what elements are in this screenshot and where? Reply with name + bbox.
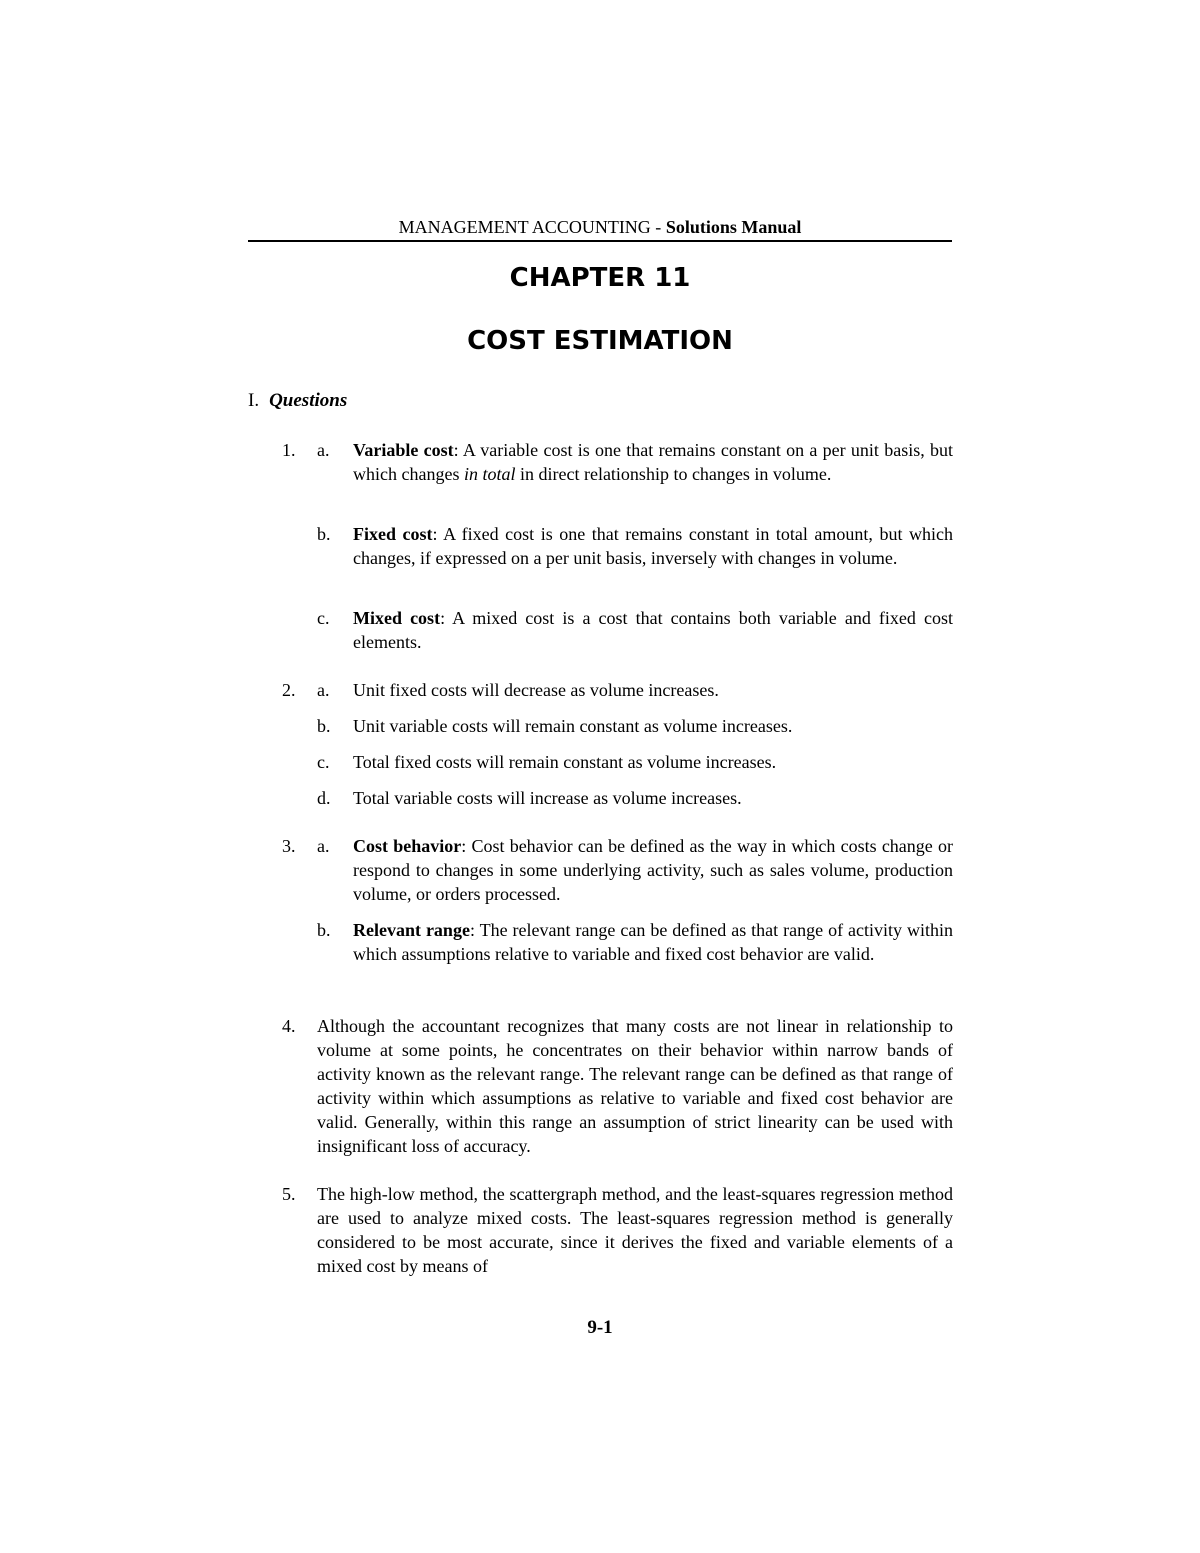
section-label: Questions [269, 390, 348, 411]
q2d-text: Total variable costs will increase as volume increases. [353, 788, 742, 808]
q1a-tail: in direct relationship to changes in volume. [515, 464, 832, 484]
q1c-body: : A mixed cost is a cost that contains both variable and fixed cost elements. [353, 608, 953, 652]
q2b-text: Unit variable costs will remain constant as volume increases. [353, 716, 793, 736]
term-fixed-cost: Fixed cost [353, 524, 433, 544]
item-letter: b. [317, 920, 331, 940]
item-letter: c. [317, 752, 330, 772]
item-letter: a. [317, 680, 330, 700]
q2c-text: Total fixed costs will remain constant as volume increases. [353, 752, 777, 772]
q2a-text: Unit fixed costs will decrease as volume increases. [353, 680, 719, 700]
question-number: 5. [282, 1184, 296, 1204]
term-mixed-cost: Mixed cost [353, 608, 441, 628]
header-subtitle: Solutions Manual [665, 217, 802, 237]
q3b-text [353, 918, 953, 966]
chapter-title: CHAPTER 11 [509, 263, 691, 293]
item-letter: d. [317, 788, 331, 808]
term-relevant-range: Relevant range [353, 920, 470, 940]
q1c-text [353, 606, 953, 654]
q1a-lead: : A variable cost is one that remains constant on a per unit basis, but which changes [353, 440, 954, 484]
item-letter: b. [317, 524, 331, 544]
q5-text: The high-low method, the scattergraph method, and the least-squares regression method are used to analyze mixed costs. The least-squares regression method is generally considered to be most accurate, since it derives the fixed and variable elements of a mixed cost by means of [317, 1184, 953, 1276]
section-numeral: I. [248, 390, 260, 411]
q4-text: Although the accountant recognizes that many costs are not linear in relationship to volume at some points, he concentrates on their behavior within narrow bands of activity known as the relevant range. The relevant range can be defined as that range of activity within which assumptions as relative to variable and fixed cost behavior are valid. Generally, within this range an assumption of strict linearity can be used with insignificant loss of accuracy. [317, 1016, 953, 1156]
q1a-emphasis: in total [463, 464, 516, 484]
header-title: MANAGEMENT ACCOUNTING - [398, 217, 666, 237]
topic-title: COST ESTIMATION [467, 326, 733, 356]
question-number: 4. [282, 1016, 296, 1036]
page-number: 9-1 [587, 1317, 613, 1338]
q1b-text [353, 522, 953, 570]
question-number: 3. [282, 836, 296, 856]
header-rule [248, 240, 952, 242]
item-letter: a. [317, 440, 330, 460]
item-letter: a. [317, 836, 330, 856]
item-letter: b. [317, 716, 331, 736]
term-variable-cost: Variable cost [353, 440, 454, 460]
term-cost-behavior: Cost behavior [353, 836, 462, 856]
q1a-text [353, 438, 953, 486]
question-number: 1. [282, 440, 296, 460]
q3a-body: : Cost behavior can be defined as the way in which costs change or respond to changes in some underlying activity, such as sales volume, production volume, or orders processed. [353, 836, 954, 904]
question-number: 2. [282, 680, 296, 700]
section-heading [248, 389, 347, 413]
item-letter: c. [317, 608, 330, 628]
q1b-body: : A fixed cost is one that remains constant in total amount, but which changes, if expressed on a per unit basis, inversely with changes in volume. [353, 524, 954, 568]
q3b-body: : The relevant range can be defined as that range of activity within which assumptions relative to variable and fixed cost behavior are valid. [353, 920, 953, 964]
q3a-text [353, 834, 953, 906]
running-header [248, 216, 952, 238]
